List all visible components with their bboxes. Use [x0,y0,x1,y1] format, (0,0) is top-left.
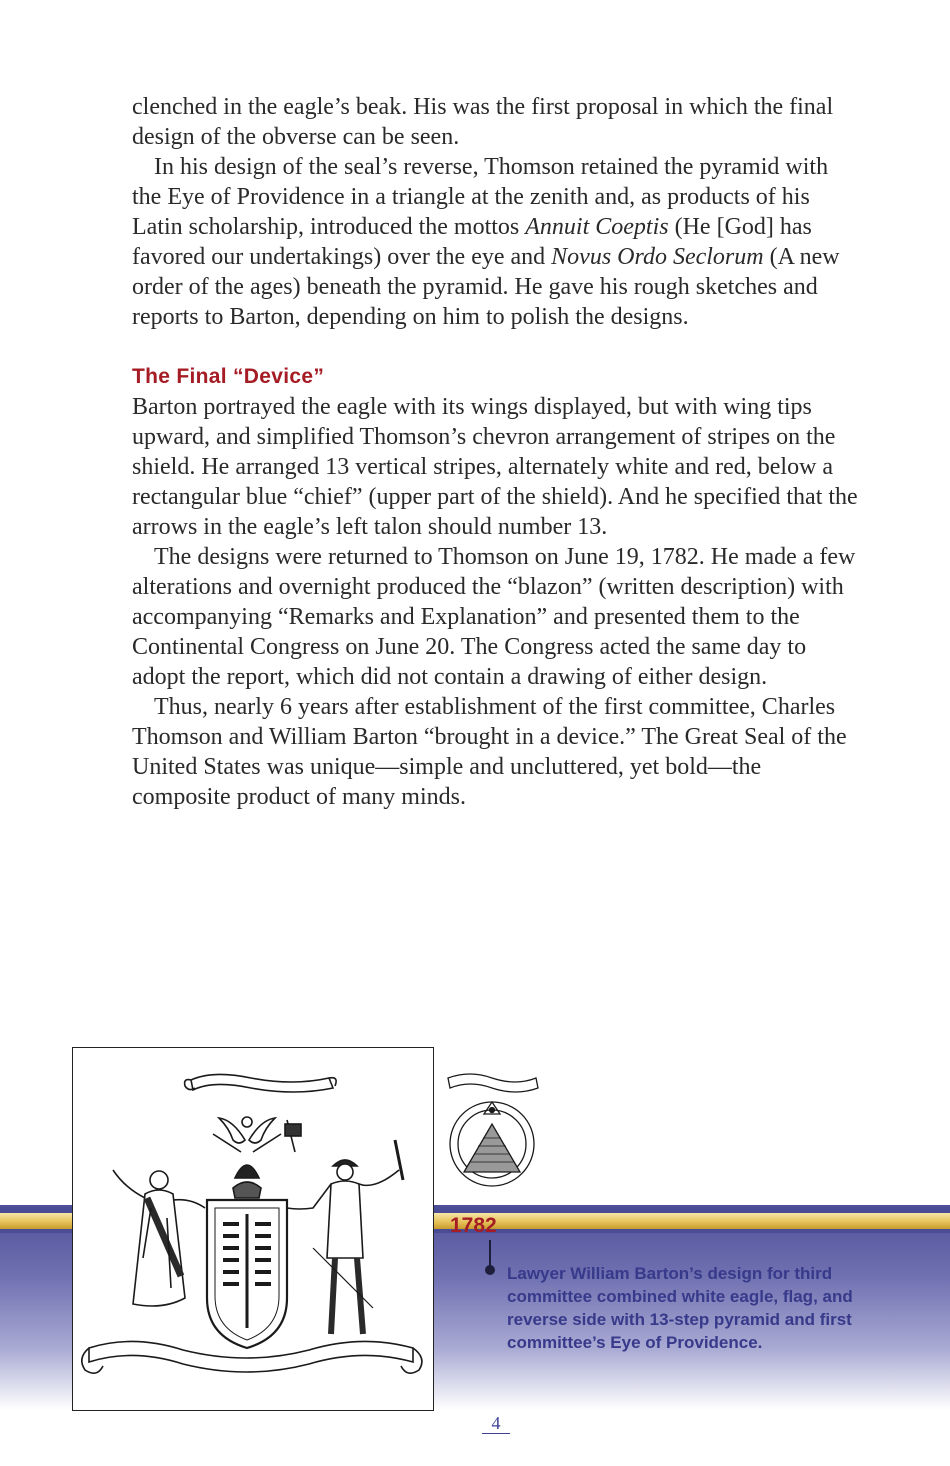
section-heading: The Final “Device” [132,365,325,388]
barton-seal-illustration [72,1047,434,1411]
reverse-seal-drawing [440,1068,544,1192]
page-number: 4 [482,1413,510,1434]
paragraph-2-text-b: (He [God] has favored our undertakings) over the eye and [132,214,812,270]
paragraph-5: Thus, nearly 6 years after establishment of the first committee, Charles Thomson and William Barton “brought in a device.” The Great Seal of the United States was unique—simple and uncluttered, yet bold—the composite product of many minds. [132,694,847,810]
main-text [132,92,862,812]
paragraph-2-text-c: (A new order of the ages) beneath the pyramid. He gave his rough sketches and reports to Barton, depending on him to polish the designs. [132,244,840,330]
paragraph-2 [132,152,862,332]
paragraph-4: The designs were returned to Thomson on June 19, 1782. He made a few alterations and overnight produced the “blazon” (written description) with accompanying “Remarks and Explanation” and presented them to the Continental Congress on June 20. The Congress acted the same day to adopt the report, which did not contain a drawing of either design. [132,544,856,690]
paragraph-3: Barton portrayed the eagle with its wings displayed, but with wing tips upward, and simplified Thomson’s chevron arrangement of stripes on the shield. He arranged 13 vertical stripes, alternately white and red, below a rectangular blue “chief” (upper part of the shield). And he specified that the arrows in the eagle’s left talon should number 13. [132,394,858,540]
timeline-caption: Lawyer William Barton’s design for third committee combined white eagle, flag, and reverse side with 13-step pyramid and first committee’s Eye of Providence. [507,1264,853,1352]
motto-novus-ordo-seclorum: Novus Ordo Seclorum [551,244,764,270]
seal-drawing [73,1048,432,1409]
timeline-year: 1782 [450,1214,497,1237]
timeline-bullet-icon [485,1265,495,1275]
paragraph-2-text-a: In his design of the seal’s reverse, Thomson retained the pyramid with the Eye of Providence in a triangle at the zenith and, as products of his Latin scholarship, introduced the mottos [132,154,829,240]
motto-annuit-coeptis: Annuit Coeptis [525,214,669,240]
paragraph-1: clenched in the eagle’s beak. His was the first proposal in which the final design of the obverse can be seen. [132,94,834,150]
